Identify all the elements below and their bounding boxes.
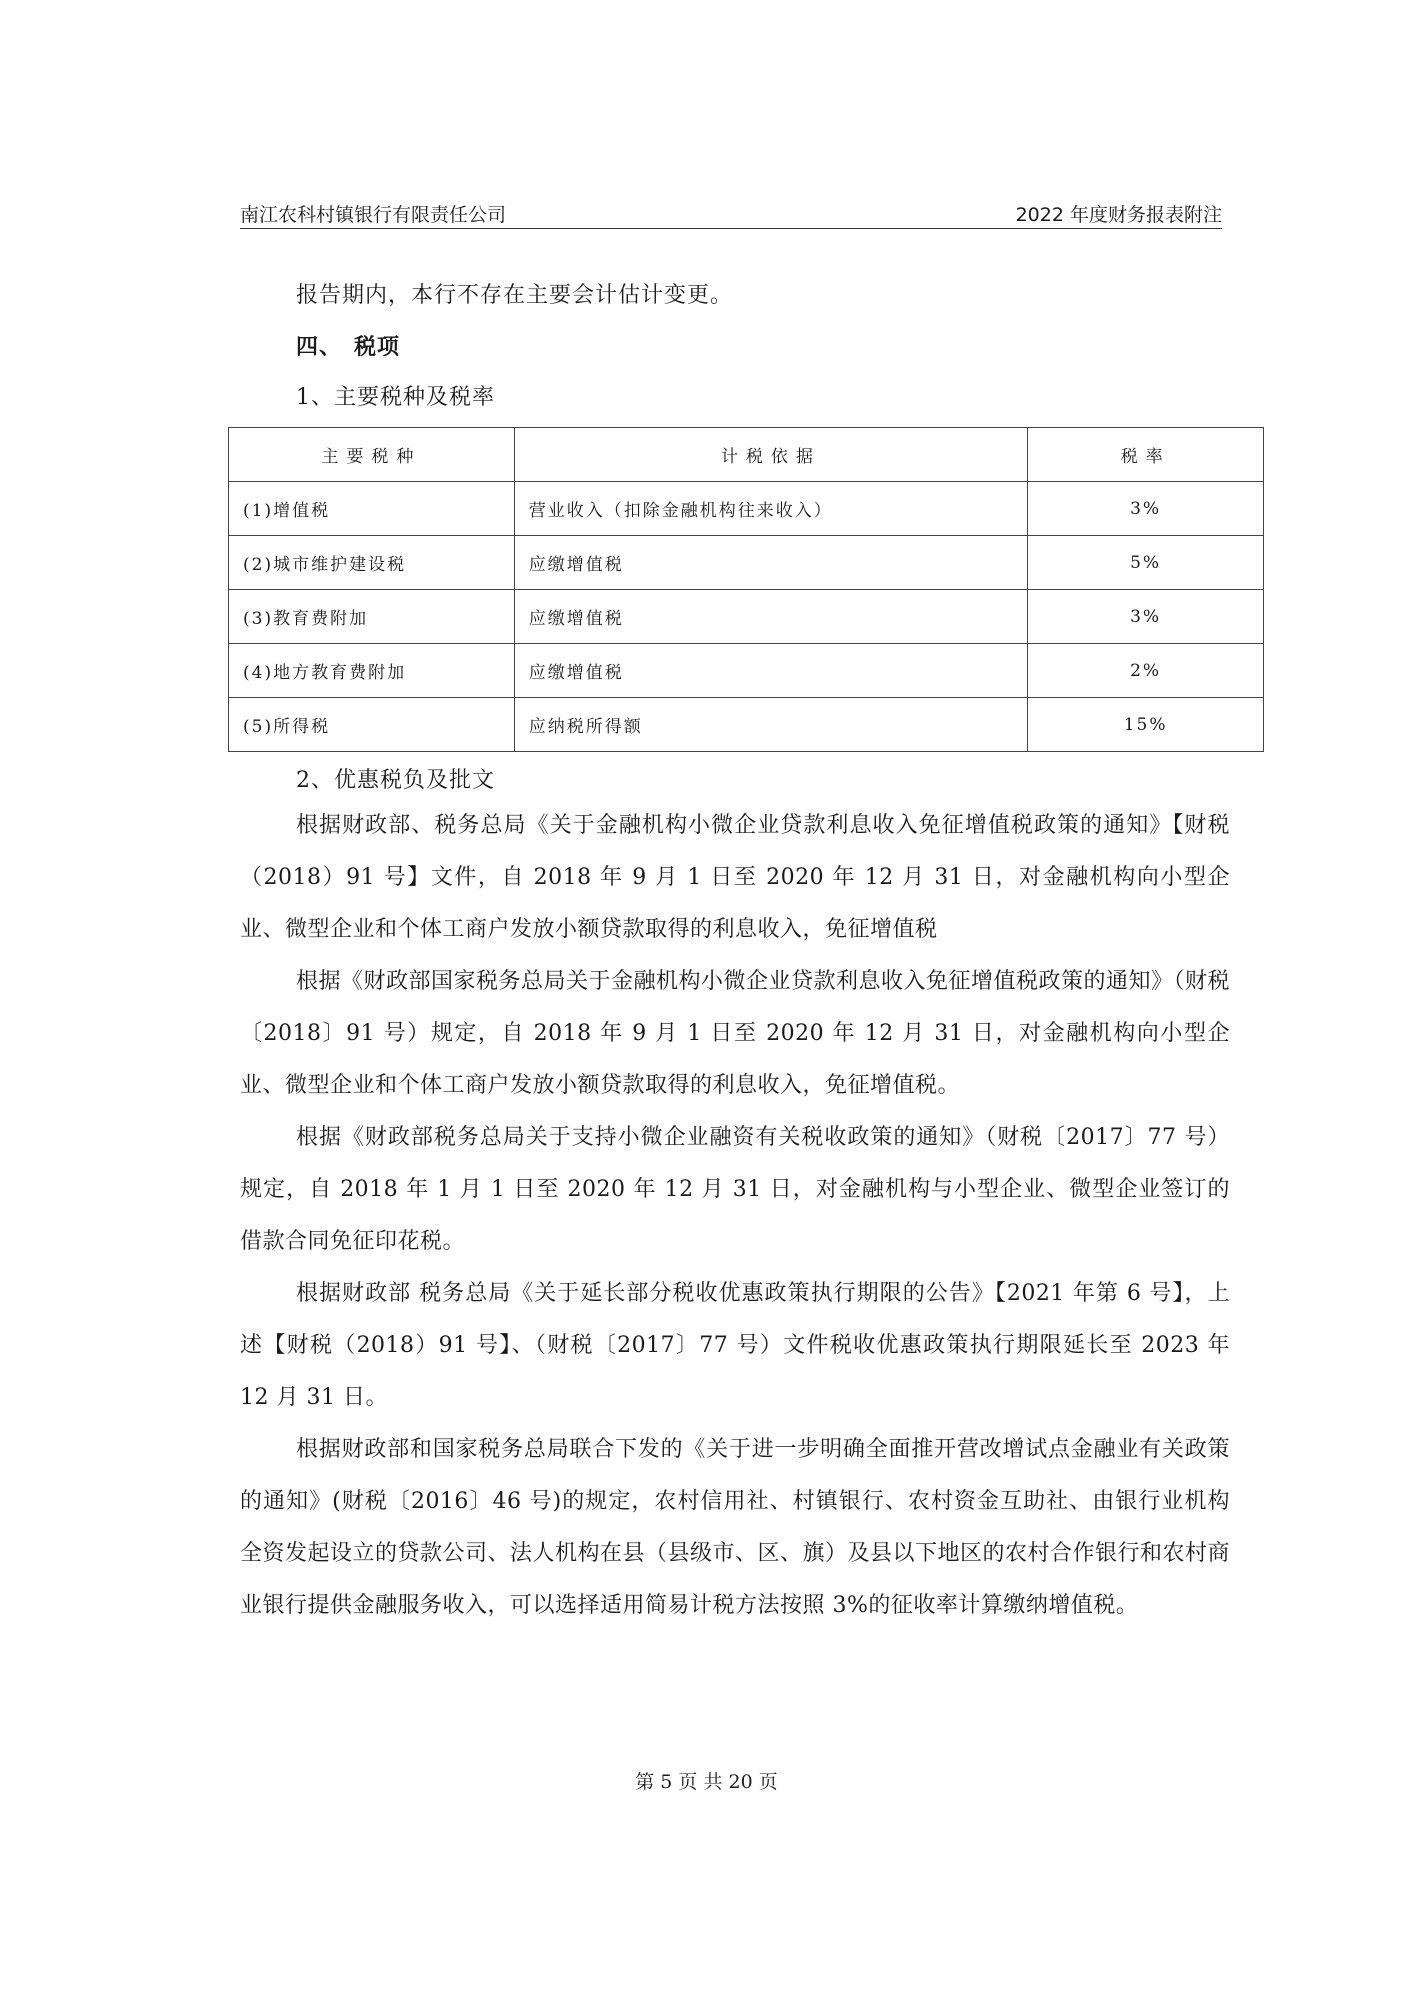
section-title: 四、 税项	[296, 335, 401, 360]
tax-rate-table	[228, 427, 1264, 752]
page-header	[240, 200, 1222, 229]
header-tax-rate: 税率	[1028, 428, 1264, 482]
tax-basis-cell: 应缴增值税	[514, 590, 1027, 644]
subsection-1-title: 1、主要税种及税率	[296, 385, 495, 410]
tax-type-cell: (1)增值税	[229, 482, 515, 536]
subsection-2-title: 2、优惠税负及批文	[296, 768, 495, 793]
tax-basis-cell: 营业收入（扣除金融机构往来收入）	[514, 482, 1027, 536]
table-row	[229, 644, 1264, 698]
tax-rate-cell: 2%	[1028, 644, 1264, 698]
tax-basis-cell: 应缴增值税	[514, 536, 1027, 590]
tax-rate-cell: 3%	[1028, 590, 1264, 644]
tax-type-cell: (4)地方教育费附加	[229, 644, 515, 698]
tax-type-cell: (2)城市维护建设税	[229, 536, 515, 590]
page-number: 第 5 页 共 20 页	[635, 1771, 778, 1793]
paragraph: 根据《财政部国家税务总局关于金融机构小微企业贷款利息收入免征增值税政策的通知》（财税〔2018〕91 号）规定，自 2018 年 9 月 1 日至 2020 年 12 月 31 日，对金融机构向小型企业、微型企业和个体工商户发放小额贷款取得的利息收入，免征增值税。	[240, 969, 1231, 1098]
tax-rate-cell: 15%	[1028, 698, 1264, 752]
table-row	[229, 536, 1264, 590]
tax-basis-cell: 应缴增值税	[514, 644, 1027, 698]
table-row	[229, 698, 1264, 752]
company-name: 南江农科村镇银行有限责任公司	[240, 204, 507, 226]
header-tax-basis: 计税依据	[514, 428, 1027, 482]
paragraph: 根据财政部、税务总局《关于金融机构小微企业贷款利息收入免征增值税政策的通知》【财税（2018）91 号】文件，自 2018 年 9 月 1 日至 2020 年 12 月 31 日，对金融机构向小型企业、微型企业和个体工商户发放小额贷款取得的利息收入，免征增值税	[240, 813, 1230, 942]
report-title: 2022 年度财务报表附注	[1015, 204, 1222, 226]
tax-rate-cell: 3%	[1028, 482, 1264, 536]
paragraph: 根据财政部和国家税务总局联合下发的《关于进一步明确全面推开营改增试点金融业有关政策的通知》(财税〔2016〕46 号)的规定，农村信用社、村镇银行、农村资金互助社、由银行业机构全资发起设立的贷款公司、法人机构在县（县级市、区、旗）及县以下地区的农村合作银行和农村商业银行提供金融服务收入，可以选择适用简易计税方法按照 3%的征收率计算缴纳增值税。	[240, 1437, 1231, 1618]
table-row	[229, 590, 1264, 644]
header-tax-type: 主要税种	[229, 428, 515, 482]
paragraph: 根据《财政部税务总局关于支持小微企业融资有关税收政策的通知》（财税〔2017〕77 号）规定，自 2018 年 1 月 1 日至 2020 年 12 月 31 日，对金融机构与小型企业、微型企业签订的借款合同免征印花税。	[240, 1125, 1230, 1254]
tax-basis-cell: 应纳税所得额	[514, 698, 1027, 752]
body-paragraphs	[240, 800, 1230, 1632]
tax-type-cell: (3)教育费附加	[229, 590, 515, 644]
tax-type-cell: (5)所得税	[229, 698, 515, 752]
table-row	[229, 482, 1264, 536]
intro-line: 报告期内，本行不存在主要会计估计变更。	[296, 283, 734, 308]
paragraph: 根据财政部 税务总局《关于延长部分税收优惠政策执行期限的公告》【2021 年第 6 号】，上述【财税（2018）91 号】、（财税〔2017〕77 号）文件税收优惠政策执行期限延长至 2023 年 12 月 31 日。	[240, 1281, 1230, 1410]
table-header-row	[229, 428, 1264, 482]
tax-rate-cell: 5%	[1028, 536, 1264, 590]
